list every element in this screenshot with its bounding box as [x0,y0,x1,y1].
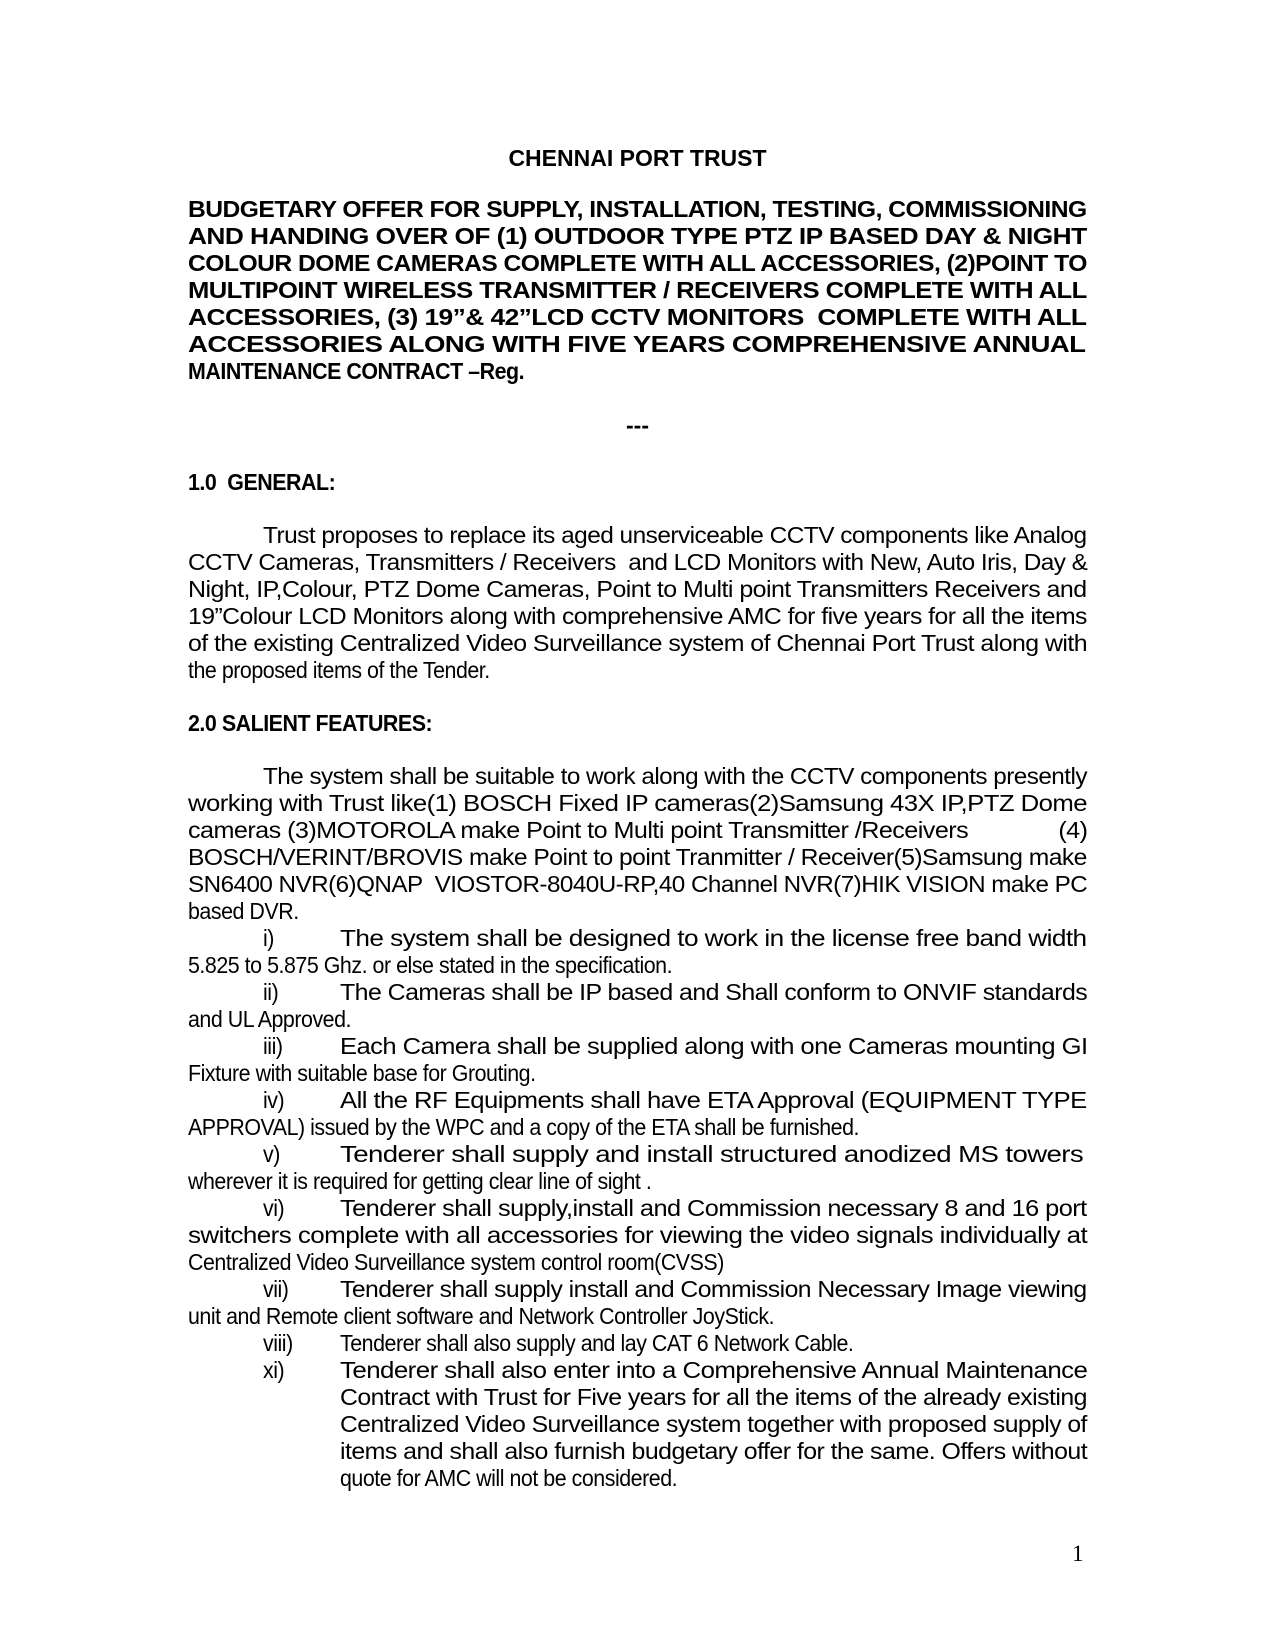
paragraph-line [188,603,1087,630]
paragraph-line [188,898,1087,925]
list-item-line [188,1357,1087,1384]
separator-text: --- [626,412,649,438]
line-text: based DVR. [188,898,299,924]
paragraph-line [188,549,1087,576]
list-item-line [188,1141,1087,1168]
line-text: Centralized Video Surveillance system control room(CVSS) [188,1249,724,1275]
line-text: APPROVAL) issued by the WPC and a copy of the ETA shall be furnished. [188,1114,859,1140]
line-text: Each Camera shall be supplied along with one Cameras mounting GI [340,1033,1088,1059]
list-item-line [188,1222,1087,1249]
line-text: SN6400 NVR(6)QNAP VIOSTOR-8040U-RP,40 Channel NVR(7)HIK VISION make PC [188,871,1088,897]
separator-dashes [188,412,1087,439]
list-item-line [188,1114,1087,1141]
line-text: quote for AMC will not be considered. [340,1465,678,1491]
list-item-line [188,1060,1087,1087]
section-heading-salient-features-text: 2.0 SALIENT FEATURES: [188,710,433,736]
list-item-line [188,1168,1087,1195]
line-text: Tenderer shall supply,install and Commission necessary 8 and 16 port [340,1195,1087,1221]
list-item-line [188,1465,1087,1492]
list-item-line [188,1384,1087,1411]
line-text: switchers complete with all accessories for viewing the video signals individually at [188,1222,1088,1248]
line-text: Fixture with suitable base for Grouting. [188,1060,536,1086]
page-title-text: CHENNAI PORT TRUST [508,145,767,171]
list-item-marker: v) [263,1141,280,1167]
list-item-line [188,1276,1087,1303]
line-text: 5.825 to 5.875 Ghz. or else stated in the specification. [188,952,673,978]
list-item-line [188,1411,1087,1438]
list-item-line [188,1087,1087,1114]
list-item-marker: viii) [263,1330,293,1356]
paragraph-line [188,790,1087,817]
list-item-marker: i) [263,925,274,951]
subject-line [188,304,1087,331]
section-heading-salient-features [188,710,1087,737]
line-text: MULTIPOINT WIRELESS TRANSMITTER / RECEIVERS COMPLETE WITH ALL [188,277,1087,303]
line-text: cameras (3)MOTOROLA make Point to Multi point Transmitter /Receivers (4) [188,817,1088,843]
line-text: MAINTENANCE CONTRACT –Reg. [188,358,525,384]
list-item-line [188,1249,1087,1276]
line-text: Centralized Video Surveillance system together with proposed supply of [340,1411,1087,1437]
line-text: CCTV Cameras, Transmitters / Receivers and LCD Monitors with New, Auto Iris, Day & [188,549,1088,575]
list-item-line [188,1303,1087,1330]
salient-features-paragraph [188,763,1087,925]
line-text: All the RF Equipments shall have ETA Approval (EQUIPMENT TYPE [340,1087,1087,1113]
subject-line [188,250,1087,277]
line-text: unit and Remote client software and Network Controller JoyStick. [188,1303,775,1329]
line-text: ACCESSORIES, (3) 19”& 42”LCD CCTV MONITORS COMPLETE WITH ALL [188,304,1087,330]
list-item-line [188,925,1087,952]
line-text: wherever it is required for getting clear line of sight . [188,1168,652,1194]
subject-line [188,358,1087,385]
document-content [188,0,1087,1492]
line-text: Night, IP,Colour, PTZ Dome Cameras, Point to Multi point Transmitters Receivers and [188,576,1087,602]
list-item-line [188,979,1087,1006]
line-text: Tenderer shall also enter into a Comprehensive Annual Maintenance [340,1357,1088,1383]
list-item-marker: iii) [263,1033,283,1059]
list-item-line [188,1006,1087,1033]
paragraph-line [188,657,1087,684]
list-item-marker: ii) [263,979,279,1005]
subject-line [188,331,1087,358]
paragraph-line [188,763,1087,790]
paragraph-line [188,630,1087,657]
line-text: COLOUR DOME CAMERAS COMPLETE WITH ALL ACCESSORIES, (2)POINT TO [188,250,1087,276]
list-item-marker: vii) [263,1276,289,1302]
section-heading-general-text: 1.0 GENERAL: [188,469,336,495]
subject-paragraph [188,196,1087,385]
page-title [188,145,1087,172]
line-text: AND HANDING OVER OF (1) OUTDOOR TYPE PTZ IP BASED DAY & NIGHT [188,223,1087,249]
line-text: The system shall be suitable to work along with the CCTV components presently [263,763,1087,789]
line-text: Tenderer shall supply and install structured anodized MS towers [340,1141,1084,1167]
line-text: working with Trust like(1) BOSCH Fixed IP cameras(2)Samsung 43X IP,PTZ Dome [188,790,1087,816]
list-item-line [188,1195,1087,1222]
line-text: Contract with Trust for Five years for all the items of the already existing [340,1384,1087,1410]
list-item-line [188,952,1087,979]
general-paragraph [188,522,1087,684]
list-item-line [188,1330,1087,1357]
list-item-marker: iv) [263,1087,285,1113]
line-text: BOSCH/VERINT/BROVIS make Point to point Tranmitter / Receiver(5)Samsung make [188,844,1087,870]
paragraph-line [188,576,1087,603]
list-item-marker: xi) [263,1357,285,1383]
paragraph-line [188,871,1087,898]
line-text: The system shall be designed to work in the license free band width [340,925,1087,951]
subject-line [188,223,1087,250]
line-text: 19”Colour LCD Monitors along with comprehensive AMC for five years for all the items [188,603,1087,629]
page-number-text: 1 [1072,1541,1084,1566]
paragraph-line [188,522,1087,549]
list-item-line [188,1033,1087,1060]
line-text: and UL Approved. [188,1006,352,1032]
line-text: Tenderer shall also supply and lay CAT 6 Network Cable. [340,1330,854,1356]
section-heading-general [188,469,1087,496]
subject-line [188,277,1087,304]
paragraph-line [188,817,1087,844]
line-text: items and shall also furnish budgetary offer for the same. Offers without [340,1438,1088,1464]
line-text: the proposed items of the Tender. [188,657,490,683]
salient-features-list [188,925,1087,1492]
line-text: BUDGETARY OFFER FOR SUPPLY, INSTALLATION, TESTING, COMMISSIONING [188,196,1087,222]
line-text: of the existing Centralized Video Surveillance system of Chennai Port Trust along with [188,630,1088,656]
subject-line [188,196,1087,223]
list-item-line [188,1438,1087,1465]
paragraph-line [188,844,1087,871]
line-text: Tenderer shall supply install and Commission Necessary Image viewing [340,1276,1087,1302]
line-text: The Cameras shall be IP based and Shall conform to ONVIF standards [340,979,1088,1005]
line-text: Trust proposes to replace its aged unserviceable CCTV components like Analog [263,522,1087,548]
line-text: ACCESSORIES ALONG WITH FIVE YEARS COMPREHENSIVE ANNUAL [188,331,1086,357]
page-number [1072,1540,1084,1567]
list-item-marker: vi) [263,1195,285,1221]
